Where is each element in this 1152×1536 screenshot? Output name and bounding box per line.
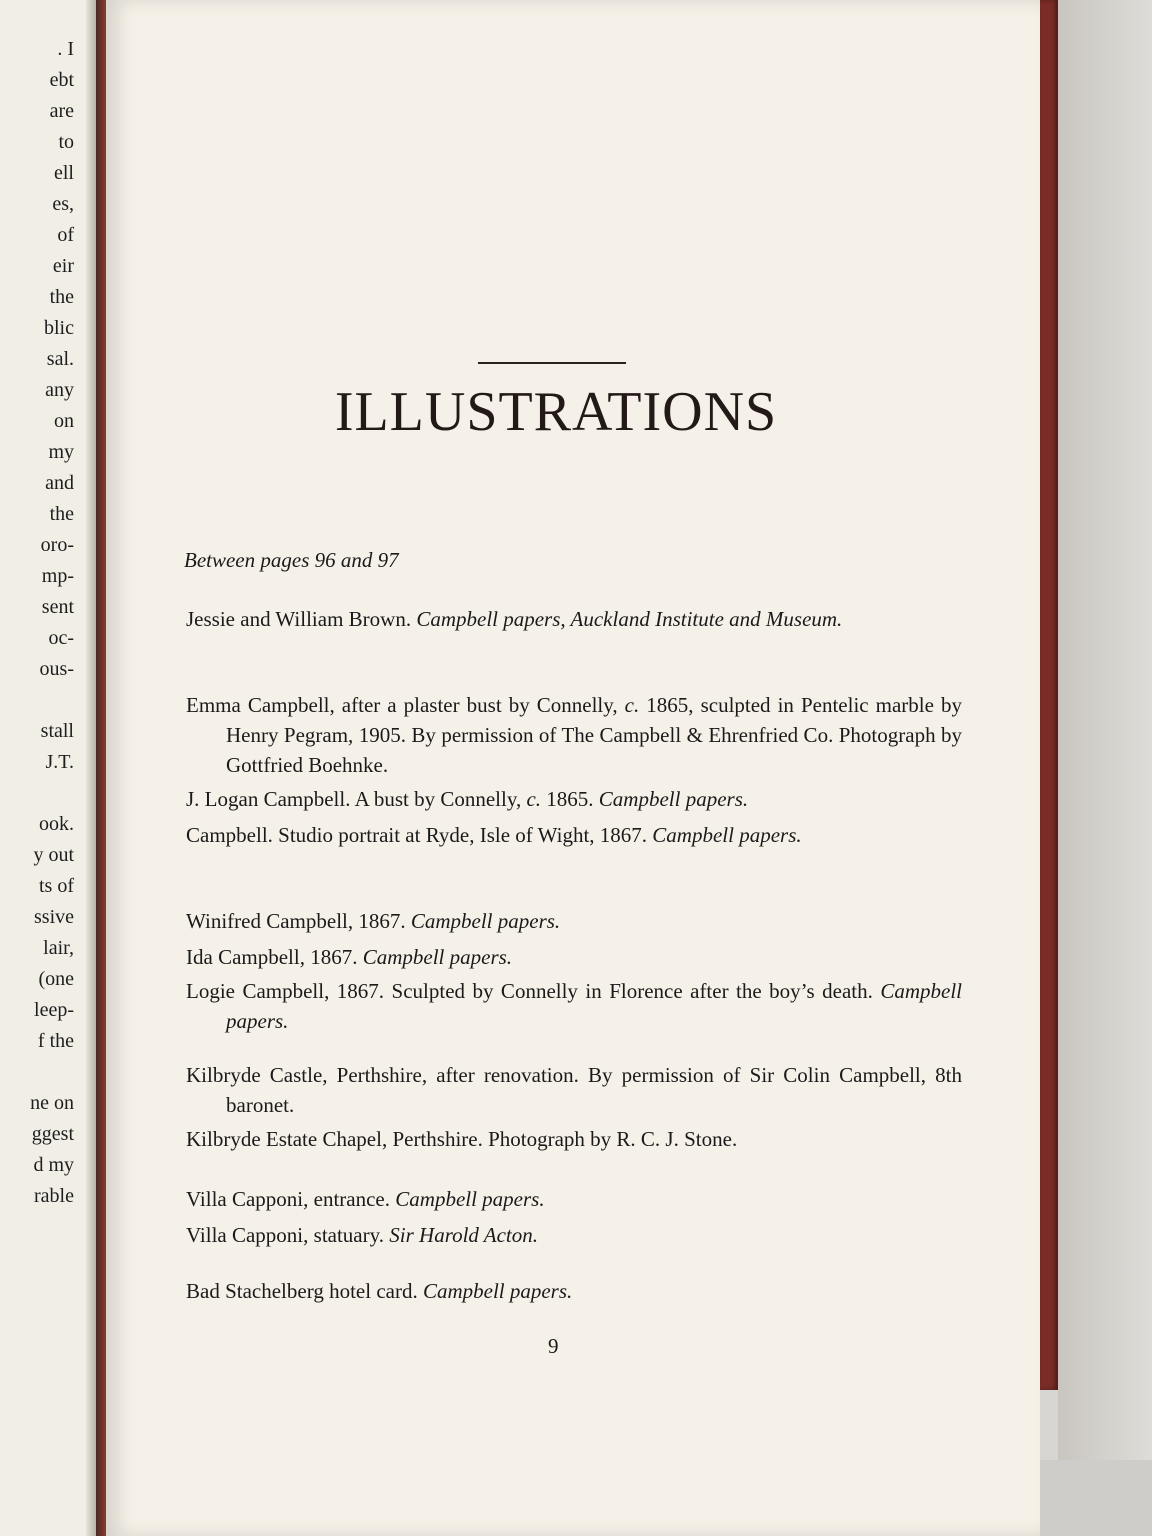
left-page-line: ous- — [39, 658, 74, 680]
left-page-line: d my — [33, 1154, 74, 1176]
heading-rule — [478, 362, 626, 364]
left-page-line: ebt — [49, 69, 74, 91]
left-page-line: and — [45, 472, 74, 494]
left-page-line: the — [49, 286, 74, 308]
left-page-line: stall — [40, 720, 74, 742]
background-shadow — [1058, 0, 1152, 1460]
left-page-line: rable — [34, 1185, 74, 1207]
left-page-line: ggest — [31, 1123, 74, 1145]
left-page-line: ook. — [39, 813, 74, 835]
facing-page-left — [0, 0, 96, 1536]
illustration-entry: Kilbryde Estate Chapel, Perthshire. Photograph by R. C. J. Stone. — [186, 1127, 738, 1151]
illustration-entry: J. Logan Campbell. A bust by Connelly, c. 1865. Campbell papers. — [186, 787, 749, 811]
left-page-line: sal. — [46, 348, 74, 370]
illustration-entry: Logie Campbell, 1867. Sculpted by Connelly in Florence after the boy’s death. Campbell papers. — [186, 979, 962, 1033]
left-page-line: (one — [38, 968, 74, 990]
left-page-line: any — [45, 379, 74, 401]
book-cover-edge — [1040, 0, 1058, 1390]
illustration-entry: Kilbryde Castle, Perthshire, after renovation. By permission of Sir Colin Campbell, 8th baronet. — [186, 1063, 962, 1117]
left-page-line: ssive — [34, 906, 74, 928]
left-page-line: ne on — [30, 1092, 74, 1114]
left-page-line: ts of — [39, 875, 74, 897]
left-page-line: are — [49, 100, 74, 122]
book-spine — [96, 0, 106, 1536]
left-page-line: f the — [37, 1030, 74, 1052]
left-page-line: the — [49, 503, 74, 525]
illustration-entry: Emma Campbell, after a plaster bust by Connelly, c. 1865, sculpted in Pentelic marble by Henry Pegram, 1905. By permission of The Campbell & Ehrenfried Co. Photograph by Gottfried Boehnke. — [186, 693, 962, 777]
left-page-line: oc- — [48, 627, 74, 649]
illustration-entry: Bad Stachelberg hotel card. Campbell papers. — [186, 1279, 573, 1303]
left-page-line: leep- — [34, 999, 74, 1021]
left-page-line: of — [57, 224, 74, 246]
page-gutter — [86, 0, 96, 1536]
illustration-entry: Winifred Campbell, 1867. Campbell papers. — [186, 909, 561, 933]
left-page-line: . I — [57, 38, 74, 60]
left-page-line: y out — [33, 844, 74, 866]
section-subheading: Between pages 96 and 97 — [184, 548, 399, 572]
book-page — [106, 0, 1040, 1536]
left-page-line: mp- — [41, 565, 74, 587]
left-page-line: J.T. — [45, 751, 74, 773]
illustration-entry: Ida Campbell, 1867. Campbell papers. — [186, 945, 513, 969]
left-page-line: blic — [44, 317, 74, 339]
illustration-entry: Jessie and William Brown. Campbell papers, Auckland Institute and Museum. — [186, 607, 843, 631]
left-page-line: oro- — [40, 534, 74, 556]
left-page-line: to — [58, 131, 74, 153]
illustration-entry: Villa Capponi, statuary. Sir Harold Acton. — [186, 1223, 539, 1247]
illustration-entry: Villa Capponi, entrance. Campbell papers. — [186, 1187, 545, 1211]
left-page-line: eir — [52, 255, 74, 277]
page-number: 9 — [548, 1334, 559, 1358]
left-page-line: ell — [54, 162, 74, 184]
illustration-entry: Campbell. Studio portrait at Ryde, Isle of Wight, 1867. Campbell papers. — [186, 823, 802, 847]
left-page-line: on — [54, 410, 74, 432]
left-page-line: lair, — [43, 937, 74, 959]
left-page-line: sent — [41, 596, 74, 618]
left-page-line: my — [48, 441, 74, 463]
left-page-line: es, — [52, 193, 74, 215]
page-title: ILLUSTRATIONS — [334, 381, 778, 443]
